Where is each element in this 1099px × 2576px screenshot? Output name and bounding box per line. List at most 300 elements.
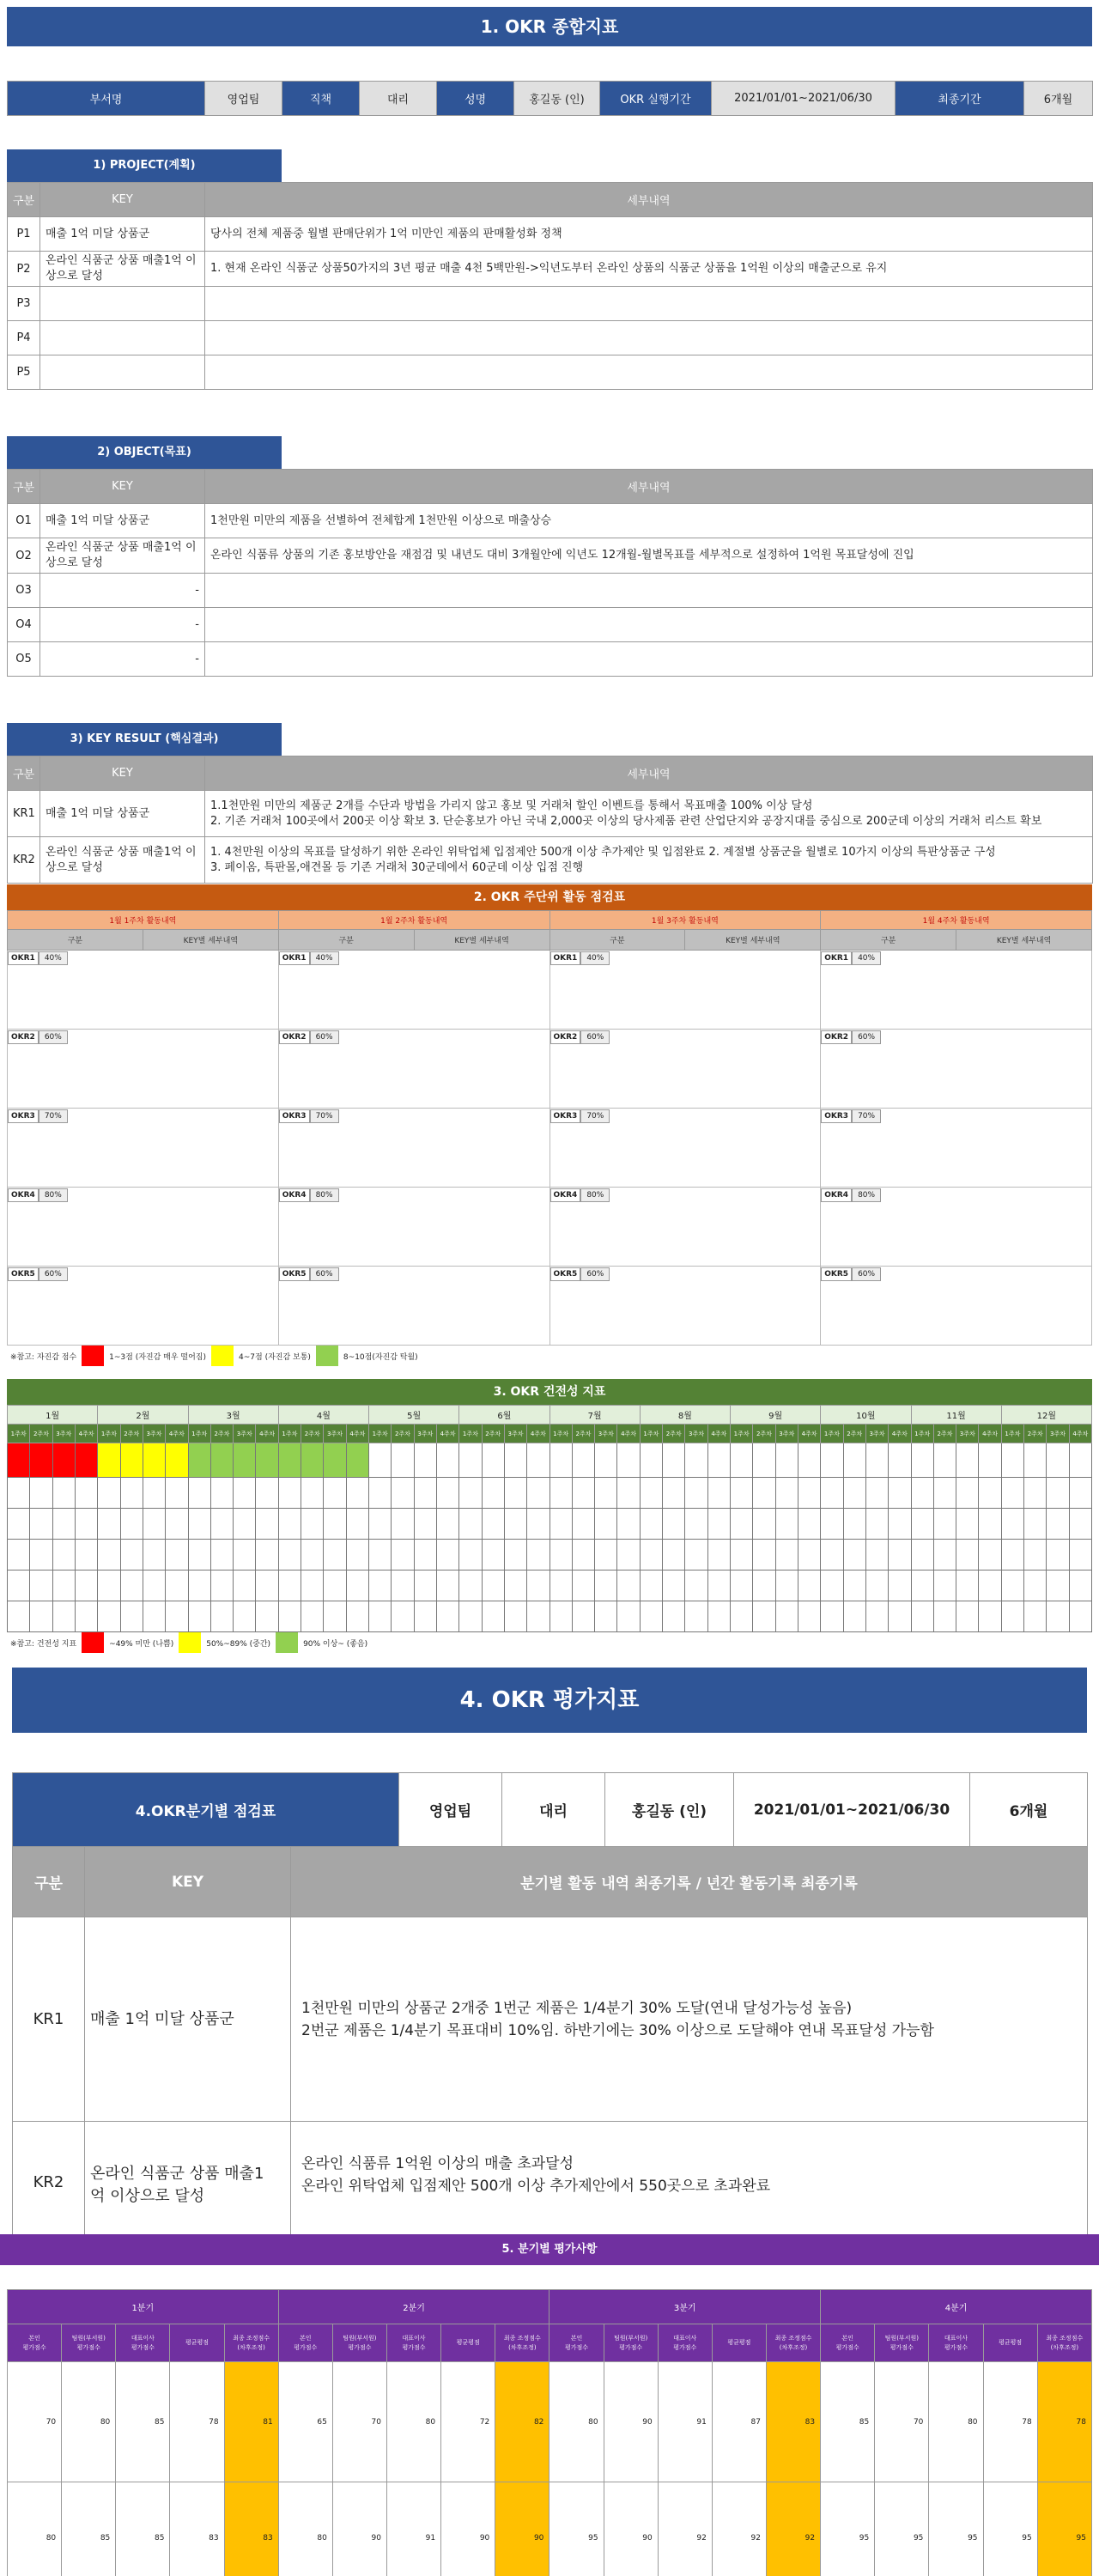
health-cell[interactable] bbox=[979, 1601, 1001, 1632]
health-cell[interactable] bbox=[911, 1478, 933, 1509]
health-cell[interactable] bbox=[775, 1443, 798, 1478]
okr-cell[interactable] bbox=[8, 1267, 279, 1346]
health-cell[interactable] bbox=[843, 1443, 865, 1478]
health-cell[interactable] bbox=[933, 1540, 956, 1571]
health-cell[interactable] bbox=[1001, 1509, 1023, 1540]
health-cell[interactable] bbox=[865, 1478, 888, 1509]
health-cell[interactable] bbox=[595, 1478, 617, 1509]
health-cell[interactable] bbox=[979, 1443, 1001, 1478]
health-cell[interactable] bbox=[821, 1509, 843, 1540]
health-cell[interactable] bbox=[821, 1443, 843, 1478]
health-cell[interactable] bbox=[8, 1443, 30, 1478]
okr-cell[interactable] bbox=[8, 1109, 279, 1188]
health-cell[interactable] bbox=[1069, 1540, 1091, 1571]
health-cell[interactable] bbox=[482, 1509, 504, 1540]
health-cell[interactable] bbox=[210, 1601, 233, 1632]
health-cell[interactable] bbox=[301, 1509, 324, 1540]
health-cell[interactable] bbox=[1001, 1571, 1023, 1601]
health-cell[interactable] bbox=[504, 1478, 526, 1509]
health-cell[interactable] bbox=[414, 1509, 436, 1540]
health-cell[interactable] bbox=[979, 1478, 1001, 1509]
health-cell[interactable] bbox=[889, 1478, 911, 1509]
health-cell[interactable] bbox=[459, 1509, 482, 1540]
health-cell[interactable] bbox=[889, 1540, 911, 1571]
okr-cell[interactable] bbox=[550, 1109, 821, 1188]
okr-cell[interactable] bbox=[821, 1188, 1092, 1267]
health-cell[interactable] bbox=[482, 1601, 504, 1632]
health-cell[interactable] bbox=[911, 1601, 933, 1632]
health-cell[interactable] bbox=[459, 1540, 482, 1571]
health-cell[interactable] bbox=[753, 1443, 775, 1478]
health-cell[interactable] bbox=[98, 1540, 120, 1571]
health-cell[interactable] bbox=[889, 1601, 911, 1632]
health-cell[interactable] bbox=[75, 1509, 97, 1540]
health-cell[interactable] bbox=[369, 1571, 392, 1601]
health-cell[interactable] bbox=[865, 1571, 888, 1601]
health-cell[interactable] bbox=[436, 1478, 458, 1509]
health-cell[interactable] bbox=[550, 1443, 572, 1478]
health-cell[interactable] bbox=[933, 1478, 956, 1509]
health-cell[interactable] bbox=[414, 1443, 436, 1478]
health-cell[interactable] bbox=[30, 1540, 52, 1571]
health-cell[interactable] bbox=[75, 1571, 97, 1601]
health-cell[interactable] bbox=[143, 1478, 165, 1509]
health-cell[interactable] bbox=[75, 1478, 97, 1509]
health-cell[interactable] bbox=[143, 1601, 165, 1632]
health-cell[interactable] bbox=[256, 1571, 278, 1601]
health-cell[interactable] bbox=[821, 1571, 843, 1601]
health-cell[interactable] bbox=[956, 1443, 979, 1478]
health-cell[interactable] bbox=[278, 1509, 301, 1540]
health-cell[interactable] bbox=[843, 1571, 865, 1601]
health-cell[interactable] bbox=[8, 1478, 30, 1509]
health-cell[interactable] bbox=[166, 1540, 188, 1571]
health-cell[interactable] bbox=[865, 1601, 888, 1632]
health-cell[interactable] bbox=[572, 1509, 594, 1540]
health-cell[interactable] bbox=[527, 1478, 550, 1509]
health-cell[interactable] bbox=[120, 1571, 143, 1601]
health-cell[interactable] bbox=[188, 1571, 210, 1601]
health-cell[interactable] bbox=[278, 1601, 301, 1632]
health-cell[interactable] bbox=[775, 1478, 798, 1509]
health-cell[interactable] bbox=[301, 1478, 324, 1509]
health-cell[interactable] bbox=[595, 1601, 617, 1632]
health-cell[interactable] bbox=[482, 1540, 504, 1571]
health-cell[interactable] bbox=[798, 1509, 820, 1540]
health-cell[interactable] bbox=[436, 1509, 458, 1540]
health-cell[interactable] bbox=[685, 1601, 707, 1632]
health-cell[interactable] bbox=[933, 1601, 956, 1632]
health-cell[interactable] bbox=[30, 1509, 52, 1540]
okr-cell[interactable] bbox=[550, 1030, 821, 1109]
health-cell[interactable] bbox=[256, 1509, 278, 1540]
health-cell[interactable] bbox=[640, 1443, 662, 1478]
health-cell[interactable] bbox=[346, 1509, 368, 1540]
health-cell[interactable] bbox=[414, 1601, 436, 1632]
health-cell[interactable] bbox=[256, 1478, 278, 1509]
health-cell[interactable] bbox=[1069, 1509, 1091, 1540]
health-cell[interactable] bbox=[1047, 1571, 1069, 1601]
health-cell[interactable] bbox=[256, 1601, 278, 1632]
health-cell[interactable] bbox=[595, 1540, 617, 1571]
okr-cell[interactable] bbox=[278, 1267, 550, 1346]
health-cell[interactable] bbox=[392, 1509, 414, 1540]
health-cell[interactable] bbox=[166, 1478, 188, 1509]
health-cell[interactable] bbox=[979, 1509, 1001, 1540]
health-cell[interactable] bbox=[324, 1478, 346, 1509]
health-cell[interactable] bbox=[482, 1478, 504, 1509]
health-cell[interactable] bbox=[392, 1601, 414, 1632]
health-cell[interactable] bbox=[143, 1571, 165, 1601]
health-cell[interactable] bbox=[346, 1443, 368, 1478]
health-cell[interactable] bbox=[911, 1443, 933, 1478]
health-cell[interactable] bbox=[143, 1509, 165, 1540]
okr-cell[interactable] bbox=[550, 951, 821, 1030]
health-cell[interactable] bbox=[504, 1509, 526, 1540]
health-cell[interactable] bbox=[392, 1478, 414, 1509]
health-cell[interactable] bbox=[911, 1571, 933, 1601]
health-cell[interactable] bbox=[324, 1601, 346, 1632]
health-cell[interactable] bbox=[889, 1443, 911, 1478]
health-cell[interactable] bbox=[210, 1540, 233, 1571]
okr-cell[interactable] bbox=[821, 1030, 1092, 1109]
health-cell[interactable] bbox=[617, 1478, 640, 1509]
health-cell[interactable] bbox=[75, 1540, 97, 1571]
health-cell[interactable] bbox=[346, 1601, 368, 1632]
health-cell[interactable] bbox=[414, 1478, 436, 1509]
health-cell[interactable] bbox=[617, 1443, 640, 1478]
health-cell[interactable] bbox=[663, 1571, 685, 1601]
health-cell[interactable] bbox=[527, 1601, 550, 1632]
health-cell[interactable] bbox=[324, 1540, 346, 1571]
health-cell[interactable] bbox=[120, 1478, 143, 1509]
health-cell[interactable] bbox=[527, 1540, 550, 1571]
health-cell[interactable] bbox=[392, 1443, 414, 1478]
health-cell[interactable] bbox=[482, 1571, 504, 1601]
health-cell[interactable] bbox=[821, 1601, 843, 1632]
health-cell[interactable] bbox=[210, 1571, 233, 1601]
health-cell[interactable] bbox=[8, 1601, 30, 1632]
health-cell[interactable] bbox=[663, 1540, 685, 1571]
health-cell[interactable] bbox=[1001, 1601, 1023, 1632]
health-cell[interactable] bbox=[166, 1509, 188, 1540]
health-cell[interactable] bbox=[1024, 1509, 1047, 1540]
health-cell[interactable] bbox=[1069, 1478, 1091, 1509]
health-cell[interactable] bbox=[414, 1571, 436, 1601]
health-cell[interactable] bbox=[572, 1601, 594, 1632]
health-cell[interactable] bbox=[956, 1571, 979, 1601]
health-cell[interactable] bbox=[1001, 1443, 1023, 1478]
health-cell[interactable] bbox=[663, 1443, 685, 1478]
health-cell[interactable] bbox=[843, 1540, 865, 1571]
health-cell[interactable] bbox=[436, 1540, 458, 1571]
health-cell[interactable] bbox=[640, 1571, 662, 1601]
health-cell[interactable] bbox=[775, 1601, 798, 1632]
health-cell[interactable] bbox=[120, 1509, 143, 1540]
health-cell[interactable] bbox=[753, 1509, 775, 1540]
health-cell[interactable] bbox=[707, 1540, 730, 1571]
health-cell[interactable] bbox=[1024, 1443, 1047, 1478]
health-cell[interactable] bbox=[617, 1571, 640, 1601]
health-cell[interactable] bbox=[1024, 1571, 1047, 1601]
health-cell[interactable] bbox=[392, 1571, 414, 1601]
health-cell[interactable] bbox=[889, 1571, 911, 1601]
health-cell[interactable] bbox=[166, 1601, 188, 1632]
okr-cell[interactable] bbox=[821, 1267, 1092, 1346]
health-cell[interactable] bbox=[707, 1443, 730, 1478]
health-cell[interactable] bbox=[234, 1509, 256, 1540]
health-cell[interactable] bbox=[550, 1571, 572, 1601]
health-cell[interactable] bbox=[685, 1443, 707, 1478]
health-cell[interactable] bbox=[504, 1571, 526, 1601]
health-cell[interactable] bbox=[843, 1509, 865, 1540]
health-cell[interactable] bbox=[8, 1571, 30, 1601]
okr-cell[interactable] bbox=[8, 1030, 279, 1109]
health-cell[interactable] bbox=[392, 1540, 414, 1571]
health-cell[interactable] bbox=[663, 1601, 685, 1632]
health-cell[interactable] bbox=[234, 1571, 256, 1601]
health-cell[interactable] bbox=[753, 1571, 775, 1601]
health-cell[interactable] bbox=[369, 1540, 392, 1571]
health-cell[interactable] bbox=[731, 1540, 753, 1571]
okr-cell[interactable] bbox=[278, 951, 550, 1030]
health-cell[interactable] bbox=[301, 1540, 324, 1571]
health-cell[interactable] bbox=[234, 1443, 256, 1478]
health-cell[interactable] bbox=[234, 1478, 256, 1509]
health-cell[interactable] bbox=[956, 1509, 979, 1540]
health-cell[interactable] bbox=[911, 1509, 933, 1540]
health-cell[interactable] bbox=[143, 1443, 165, 1478]
health-cell[interactable] bbox=[459, 1478, 482, 1509]
health-cell[interactable] bbox=[865, 1509, 888, 1540]
health-cell[interactable] bbox=[640, 1478, 662, 1509]
health-cell[interactable] bbox=[301, 1571, 324, 1601]
health-cell[interactable] bbox=[120, 1540, 143, 1571]
health-cell[interactable] bbox=[1069, 1571, 1091, 1601]
health-cell[interactable] bbox=[527, 1509, 550, 1540]
health-cell[interactable] bbox=[1024, 1478, 1047, 1509]
health-cell[interactable] bbox=[98, 1601, 120, 1632]
health-cell[interactable] bbox=[956, 1540, 979, 1571]
health-cell[interactable] bbox=[52, 1540, 75, 1571]
health-cell[interactable] bbox=[459, 1443, 482, 1478]
health-cell[interactable] bbox=[1024, 1601, 1047, 1632]
health-cell[interactable] bbox=[595, 1509, 617, 1540]
health-cell[interactable] bbox=[30, 1478, 52, 1509]
health-cell[interactable] bbox=[798, 1540, 820, 1571]
health-cell[interactable] bbox=[685, 1478, 707, 1509]
health-cell[interactable] bbox=[234, 1601, 256, 1632]
health-cell[interactable] bbox=[595, 1571, 617, 1601]
health-cell[interactable] bbox=[979, 1540, 1001, 1571]
health-cell[interactable] bbox=[843, 1601, 865, 1632]
health-cell[interactable] bbox=[459, 1601, 482, 1632]
health-cell[interactable] bbox=[798, 1571, 820, 1601]
health-cell[interactable] bbox=[731, 1571, 753, 1601]
health-cell[interactable] bbox=[572, 1571, 594, 1601]
health-cell[interactable] bbox=[707, 1571, 730, 1601]
health-cell[interactable] bbox=[324, 1509, 346, 1540]
health-cell[interactable] bbox=[75, 1443, 97, 1478]
health-cell[interactable] bbox=[143, 1540, 165, 1571]
health-cell[interactable] bbox=[753, 1478, 775, 1509]
health-cell[interactable] bbox=[685, 1540, 707, 1571]
health-cell[interactable] bbox=[188, 1540, 210, 1571]
health-cell[interactable] bbox=[1047, 1540, 1069, 1571]
health-cell[interactable] bbox=[278, 1443, 301, 1478]
health-cell[interactable] bbox=[979, 1571, 1001, 1601]
health-cell[interactable] bbox=[1001, 1540, 1023, 1571]
health-cell[interactable] bbox=[436, 1443, 458, 1478]
health-cell[interactable] bbox=[663, 1478, 685, 1509]
health-cell[interactable] bbox=[346, 1571, 368, 1601]
okr-cell[interactable] bbox=[550, 1267, 821, 1346]
health-cell[interactable] bbox=[98, 1443, 120, 1478]
okr-cell[interactable] bbox=[821, 951, 1092, 1030]
okr-cell[interactable] bbox=[8, 951, 279, 1030]
health-cell[interactable] bbox=[572, 1443, 594, 1478]
health-cell[interactable] bbox=[459, 1571, 482, 1601]
health-cell[interactable] bbox=[120, 1601, 143, 1632]
health-cell[interactable] bbox=[504, 1540, 526, 1571]
health-cell[interactable] bbox=[210, 1443, 233, 1478]
health-cell[interactable] bbox=[775, 1509, 798, 1540]
health-cell[interactable] bbox=[30, 1443, 52, 1478]
health-cell[interactable] bbox=[324, 1443, 346, 1478]
health-cell[interactable] bbox=[301, 1601, 324, 1632]
health-cell[interactable] bbox=[8, 1540, 30, 1571]
health-cell[interactable] bbox=[436, 1571, 458, 1601]
health-cell[interactable] bbox=[933, 1443, 956, 1478]
health-cell[interactable] bbox=[707, 1478, 730, 1509]
health-cell[interactable] bbox=[798, 1443, 820, 1478]
okr-cell[interactable] bbox=[278, 1030, 550, 1109]
health-cell[interactable] bbox=[256, 1443, 278, 1478]
health-cell[interactable] bbox=[188, 1478, 210, 1509]
health-cell[interactable] bbox=[933, 1571, 956, 1601]
health-cell[interactable] bbox=[369, 1443, 392, 1478]
health-cell[interactable] bbox=[1069, 1443, 1091, 1478]
health-cell[interactable] bbox=[1024, 1540, 1047, 1571]
health-cell[interactable] bbox=[120, 1443, 143, 1478]
health-cell[interactable] bbox=[775, 1571, 798, 1601]
health-cell[interactable] bbox=[234, 1540, 256, 1571]
health-cell[interactable] bbox=[278, 1540, 301, 1571]
health-cell[interactable] bbox=[52, 1443, 75, 1478]
health-cell[interactable] bbox=[911, 1540, 933, 1571]
health-cell[interactable] bbox=[52, 1509, 75, 1540]
health-cell[interactable] bbox=[843, 1478, 865, 1509]
health-cell[interactable] bbox=[98, 1571, 120, 1601]
health-cell[interactable] bbox=[550, 1509, 572, 1540]
health-cell[interactable] bbox=[821, 1540, 843, 1571]
health-cell[interactable] bbox=[640, 1509, 662, 1540]
health-cell[interactable] bbox=[1047, 1509, 1069, 1540]
health-cell[interactable] bbox=[933, 1509, 956, 1540]
health-cell[interactable] bbox=[1069, 1601, 1091, 1632]
health-cell[interactable] bbox=[889, 1509, 911, 1540]
okr-cell[interactable] bbox=[550, 1188, 821, 1267]
health-cell[interactable] bbox=[30, 1571, 52, 1601]
health-cell[interactable] bbox=[775, 1540, 798, 1571]
health-cell[interactable] bbox=[8, 1509, 30, 1540]
health-cell[interactable] bbox=[1001, 1478, 1023, 1509]
health-cell[interactable] bbox=[550, 1478, 572, 1509]
health-cell[interactable] bbox=[188, 1509, 210, 1540]
health-cell[interactable] bbox=[414, 1540, 436, 1571]
health-cell[interactable] bbox=[753, 1601, 775, 1632]
health-cell[interactable] bbox=[75, 1601, 97, 1632]
health-cell[interactable] bbox=[346, 1478, 368, 1509]
health-cell[interactable] bbox=[436, 1601, 458, 1632]
health-cell[interactable] bbox=[640, 1601, 662, 1632]
health-cell[interactable] bbox=[30, 1601, 52, 1632]
okr-cell[interactable] bbox=[278, 1109, 550, 1188]
health-cell[interactable] bbox=[617, 1540, 640, 1571]
health-cell[interactable] bbox=[663, 1509, 685, 1540]
okr-cell[interactable] bbox=[821, 1109, 1092, 1188]
health-cell[interactable] bbox=[1047, 1478, 1069, 1509]
health-cell[interactable] bbox=[865, 1540, 888, 1571]
health-cell[interactable] bbox=[278, 1478, 301, 1509]
health-cell[interactable] bbox=[188, 1601, 210, 1632]
health-cell[interactable] bbox=[1047, 1443, 1069, 1478]
health-cell[interactable] bbox=[369, 1478, 392, 1509]
health-cell[interactable] bbox=[550, 1601, 572, 1632]
health-cell[interactable] bbox=[640, 1540, 662, 1571]
health-cell[interactable] bbox=[685, 1509, 707, 1540]
health-cell[interactable] bbox=[166, 1571, 188, 1601]
health-cell[interactable] bbox=[324, 1571, 346, 1601]
health-cell[interactable] bbox=[52, 1478, 75, 1509]
health-cell[interactable] bbox=[731, 1509, 753, 1540]
health-cell[interactable] bbox=[98, 1509, 120, 1540]
health-cell[interactable] bbox=[52, 1601, 75, 1632]
health-cell[interactable] bbox=[504, 1443, 526, 1478]
okr-cell[interactable] bbox=[8, 1188, 279, 1267]
health-cell[interactable] bbox=[617, 1509, 640, 1540]
health-cell[interactable] bbox=[798, 1478, 820, 1509]
health-cell[interactable] bbox=[617, 1601, 640, 1632]
health-cell[interactable] bbox=[731, 1478, 753, 1509]
health-cell[interactable] bbox=[685, 1571, 707, 1601]
health-cell[interactable] bbox=[256, 1540, 278, 1571]
health-cell[interactable] bbox=[278, 1571, 301, 1601]
health-cell[interactable] bbox=[166, 1443, 188, 1478]
health-cell[interactable] bbox=[753, 1540, 775, 1571]
health-cell[interactable] bbox=[301, 1443, 324, 1478]
health-cell[interactable] bbox=[707, 1509, 730, 1540]
health-cell[interactable] bbox=[98, 1478, 120, 1509]
health-cell[interactable] bbox=[821, 1478, 843, 1509]
health-cell[interactable] bbox=[210, 1509, 233, 1540]
health-cell[interactable] bbox=[346, 1540, 368, 1571]
health-cell[interactable] bbox=[731, 1443, 753, 1478]
health-cell[interactable] bbox=[210, 1478, 233, 1509]
health-cell[interactable] bbox=[504, 1601, 526, 1632]
health-cell[interactable] bbox=[707, 1601, 730, 1632]
health-cell[interactable] bbox=[865, 1443, 888, 1478]
health-cell[interactable] bbox=[798, 1601, 820, 1632]
health-cell[interactable] bbox=[52, 1571, 75, 1601]
health-cell[interactable] bbox=[595, 1443, 617, 1478]
health-cell[interactable] bbox=[572, 1478, 594, 1509]
health-cell[interactable] bbox=[527, 1571, 550, 1601]
health-cell[interactable] bbox=[188, 1443, 210, 1478]
health-cell[interactable] bbox=[956, 1601, 979, 1632]
health-cell[interactable] bbox=[527, 1443, 550, 1478]
health-cell[interactable] bbox=[731, 1601, 753, 1632]
